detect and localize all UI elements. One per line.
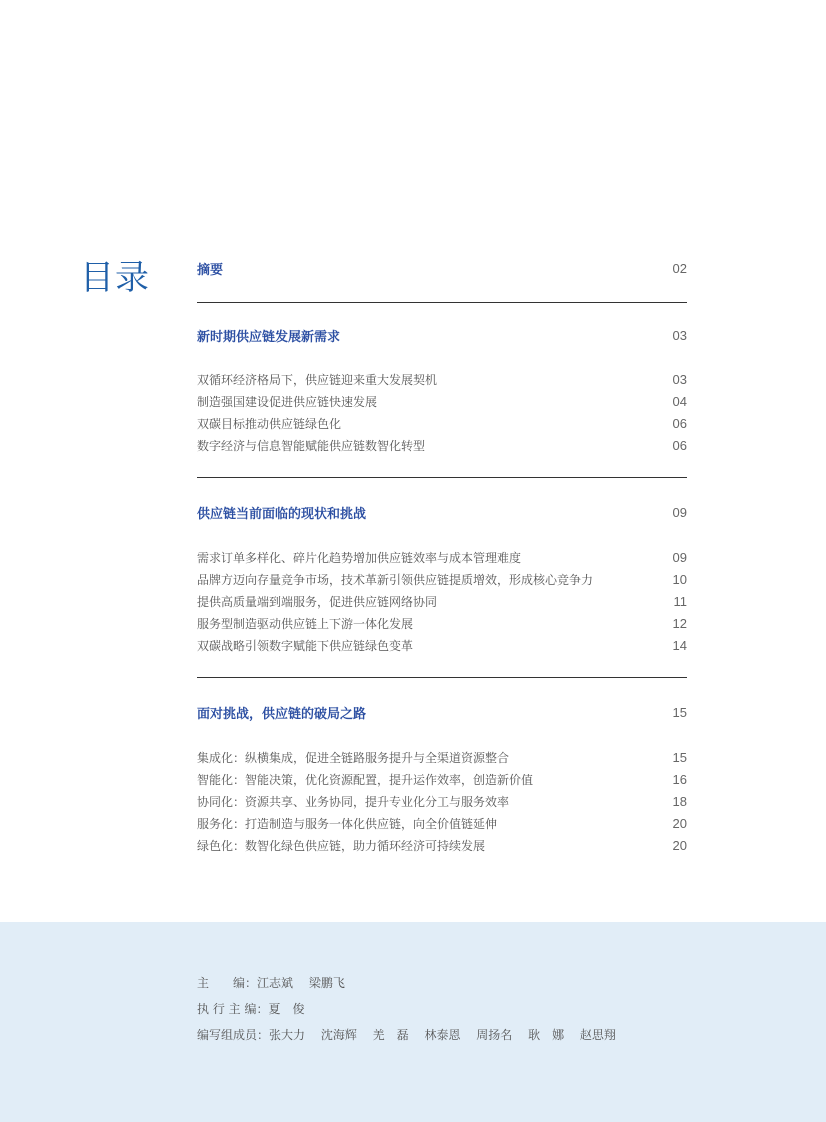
page-number: 14 bbox=[672, 637, 687, 653]
toc-item[interactable] bbox=[197, 613, 687, 633]
page-number: 04 bbox=[672, 393, 687, 409]
toc-section-breakthrough[interactable] bbox=[197, 702, 687, 722]
page-number: 06 bbox=[672, 437, 687, 453]
toc-item[interactable] bbox=[197, 835, 687, 855]
divider bbox=[197, 302, 687, 303]
writing-team: 编写组成员：张大力 沈海辉 羌 磊 林泰恩 周扬名 耿 娜 赵思翔 bbox=[197, 1028, 616, 1042]
page-number: 09 bbox=[672, 504, 687, 520]
item-title: 智能化：智能决策，优化资源配置，提升运作效率，创造新价值 bbox=[197, 772, 534, 787]
page-number: 12 bbox=[672, 615, 687, 631]
section-title: 面对挑战，供应链的破局之路 bbox=[197, 706, 367, 722]
item-title: 绿色化：数智化绿色供应链，助力循环经济可持续发展 bbox=[197, 838, 486, 853]
page-number: 20 bbox=[672, 837, 687, 853]
page-number: 03 bbox=[672, 327, 687, 343]
item-title: 数字经济与信息智能赋能供应链数智化转型 bbox=[197, 438, 426, 453]
item-title: 需求订单多样化、碎片化趋势增加供应链效率与成本管理难度 bbox=[197, 550, 522, 565]
page-number: 20 bbox=[672, 815, 687, 831]
toc-item[interactable] bbox=[197, 569, 687, 589]
item-title: 协同化：资源共享、业务协同，提升专业化分工与服务效率 bbox=[197, 794, 510, 809]
executive-editor: 执 行 主 编：夏 俊 bbox=[197, 1002, 305, 1016]
credits-panel bbox=[0, 922, 826, 1122]
item-title: 服务化：打造制造与服务一体化供应链，向全价值链延伸 bbox=[197, 816, 498, 831]
item-title: 双碳目标推动供应链绿色化 bbox=[197, 416, 342, 431]
item-title: 双碳战略引领数字赋能下供应链绿色变革 bbox=[197, 638, 414, 653]
item-title: 制造强国建设促进供应链快速发展 bbox=[197, 394, 378, 409]
toc-section-challenges[interactable] bbox=[197, 502, 687, 522]
page-number: 10 bbox=[672, 571, 687, 587]
toc-item[interactable] bbox=[197, 769, 687, 789]
item-title: 双循环经济格局下，供应链迎来重大发展契机 bbox=[197, 372, 438, 387]
toc-item[interactable] bbox=[197, 413, 687, 433]
toc-item[interactable] bbox=[197, 435, 687, 455]
item-title: 服务型制造驱动供应链上下游一体化发展 bbox=[197, 616, 414, 631]
toc-item[interactable] bbox=[197, 813, 687, 833]
divider bbox=[197, 477, 687, 478]
toc-item[interactable] bbox=[197, 391, 687, 411]
page-number: 16 bbox=[672, 771, 687, 787]
page-number: 09 bbox=[672, 549, 687, 565]
item-title: 集成化：纵横集成，促进全链路服务提升与全渠道资源整合 bbox=[197, 750, 510, 765]
item-title: 品牌方迈向存量竞争市场，技术革新引领供应链提质增效，形成核心竞争力 bbox=[197, 572, 594, 587]
item-title: 提供高质量端到端服务，促进供应链网络协同 bbox=[197, 594, 438, 609]
toc-item[interactable] bbox=[197, 635, 687, 655]
toc-heading: 目录 bbox=[80, 258, 150, 298]
toc-item[interactable] bbox=[197, 791, 687, 811]
chief-editor: 主 编：江志斌 梁鹏飞 bbox=[197, 976, 345, 990]
toc-section-abstract[interactable] bbox=[197, 258, 687, 278]
page-number: 02 bbox=[672, 260, 687, 276]
page-number: 15 bbox=[672, 704, 687, 720]
page-number: 18 bbox=[672, 793, 687, 809]
toc-item[interactable] bbox=[197, 747, 687, 767]
page-number: 03 bbox=[672, 371, 687, 387]
toc-item[interactable] bbox=[197, 547, 687, 567]
divider bbox=[197, 677, 687, 678]
toc-item[interactable] bbox=[197, 591, 687, 611]
page-number: 11 bbox=[673, 593, 687, 609]
page-number: 06 bbox=[672, 415, 687, 431]
toc-section-new-demands[interactable] bbox=[197, 325, 687, 345]
toc-item[interactable] bbox=[197, 369, 687, 389]
section-title: 供应链当前面临的现状和挑战 bbox=[197, 506, 367, 522]
page-number: 15 bbox=[672, 749, 687, 765]
section-title: 摘要 bbox=[197, 262, 224, 278]
section-title: 新时期供应链发展新需求 bbox=[197, 329, 341, 345]
